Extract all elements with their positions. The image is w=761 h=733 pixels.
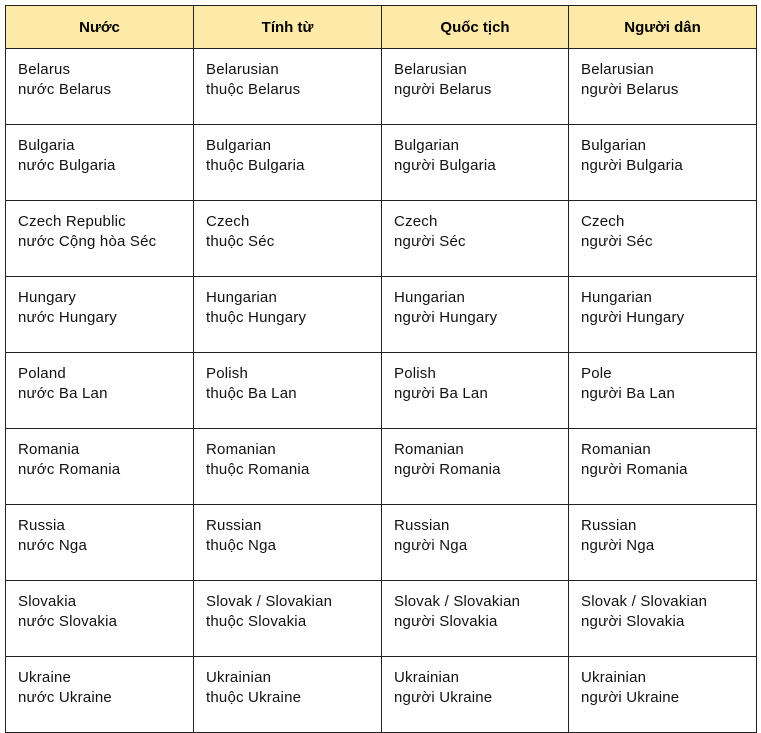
vietnamese-term: người Belarus — [394, 81, 492, 98]
vietnamese-term: người Ukraine — [581, 689, 680, 706]
header-nationality: Quốc tịch — [382, 6, 569, 49]
vietnamese-term: nước Cộng hòa Séc — [18, 233, 157, 250]
vietnamese-term: người Hungary — [581, 309, 685, 326]
cell-people — [569, 581, 757, 657]
vietnamese-term: nước Nga — [18, 537, 88, 554]
english-term: Russian — [206, 517, 262, 534]
vietnamese-term: người Ba Lan — [394, 385, 489, 402]
vietnamese-term: người Bulgaria — [581, 157, 683, 174]
vietnamese-term: thuộc Bulgaria — [206, 157, 305, 174]
vietnamese-term: nước Ba Lan — [18, 385, 108, 402]
cell-country — [6, 49, 194, 125]
cell-adjective — [194, 581, 382, 657]
english-term: Czech — [206, 213, 250, 230]
english-term: Romanian — [206, 441, 276, 458]
english-term: Czech — [581, 213, 625, 230]
cell-nationality — [382, 353, 569, 429]
vietnamese-term: người Belarus — [581, 81, 679, 98]
vietnamese-term: nước Bulgaria — [18, 157, 116, 174]
english-term: Russia — [18, 517, 66, 534]
vietnamese-term: người Séc — [581, 233, 653, 250]
english-term: Czech — [394, 213, 438, 230]
cell-people — [569, 49, 757, 125]
cell-nationality — [382, 125, 569, 201]
table-body — [6, 49, 757, 733]
cell-country — [6, 657, 194, 733]
english-term: Belarusian — [581, 61, 654, 78]
english-term: Belarus — [18, 61, 71, 78]
header-adjective: Tính từ — [194, 6, 382, 49]
country-nationality-table — [5, 5, 757, 733]
vietnamese-term: thuộc Ba Lan — [206, 385, 297, 402]
cell-nationality — [382, 429, 569, 505]
vietnamese-term: thuộc Romania — [206, 461, 310, 478]
table-row — [6, 277, 757, 353]
english-term: Slovakia — [18, 593, 77, 610]
cell-people — [569, 201, 757, 277]
cell-nationality — [382, 657, 569, 733]
header-people: Người dân — [569, 6, 757, 49]
cell-people — [569, 277, 757, 353]
table-header — [6, 6, 757, 49]
cell-country — [6, 277, 194, 353]
cell-nationality — [382, 201, 569, 277]
cell-adjective — [194, 429, 382, 505]
vietnamese-term: thuộc Slovakia — [206, 613, 307, 630]
cell-country — [6, 353, 194, 429]
table-row — [6, 429, 757, 505]
table-row — [6, 201, 757, 277]
vietnamese-term: người Bulgaria — [394, 157, 496, 174]
table-row — [6, 125, 757, 201]
vietnamese-term: thuộc Hungary — [206, 309, 307, 326]
english-term: Bulgarian — [581, 137, 647, 154]
english-term: Romanian — [394, 441, 464, 458]
cell-nationality — [382, 505, 569, 581]
vietnamese-term: nước Romania — [18, 461, 121, 478]
english-term: Hungarian — [581, 289, 653, 306]
cell-country — [6, 581, 194, 657]
vietnamese-term: người Séc — [394, 233, 466, 250]
vietnamese-term: nước Ukraine — [18, 689, 112, 706]
vietnamese-term: người Nga — [581, 537, 655, 554]
english-term: Pole — [581, 365, 612, 382]
english-term: Slovak / Slovakian — [206, 593, 333, 610]
vietnamese-term: người Nga — [394, 537, 468, 554]
country-table-container — [5, 5, 757, 733]
english-term: Bulgaria — [18, 137, 75, 154]
vietnamese-term: nước Slovakia — [18, 613, 118, 630]
vietnamese-term: người Romania — [394, 461, 501, 478]
english-term: Ukrainian — [581, 669, 647, 686]
english-term: Polish — [394, 365, 437, 382]
cell-people — [569, 657, 757, 733]
english-term: Ukraine — [18, 669, 72, 686]
english-term: Belarusian — [206, 61, 279, 78]
english-term: Polish — [206, 365, 249, 382]
english-term: Belarusian — [394, 61, 467, 78]
english-term: Bulgarian — [394, 137, 460, 154]
english-term: Poland — [18, 365, 66, 382]
cell-country — [6, 505, 194, 581]
vietnamese-term: người Ukraine — [394, 689, 493, 706]
cell-people — [569, 505, 757, 581]
vietnamese-term: người Hungary — [394, 309, 498, 326]
vietnamese-term: thuộc Belarus — [206, 81, 301, 98]
cell-country — [6, 125, 194, 201]
vietnamese-term: thuộc Nga — [206, 537, 277, 554]
english-term: Russian — [394, 517, 450, 534]
table-row — [6, 353, 757, 429]
cell-adjective — [194, 505, 382, 581]
cell-country — [6, 201, 194, 277]
cell-nationality — [382, 581, 569, 657]
english-term: Ukrainian — [206, 669, 272, 686]
cell-people — [569, 353, 757, 429]
header-country: Nước — [6, 6, 194, 49]
header-row — [6, 6, 757, 49]
english-term: Czech Republic — [18, 213, 126, 230]
table-row — [6, 581, 757, 657]
vietnamese-term: người Romania — [581, 461, 688, 478]
cell-adjective — [194, 49, 382, 125]
english-term: Hungarian — [206, 289, 278, 306]
vietnamese-term: người Slovakia — [581, 613, 685, 630]
english-term: Slovak / Slovakian — [394, 593, 521, 610]
vietnamese-term: người Ba Lan — [581, 385, 676, 402]
cell-people — [569, 429, 757, 505]
table-row — [6, 657, 757, 733]
vietnamese-term: người Slovakia — [394, 613, 498, 630]
cell-people — [569, 125, 757, 201]
cell-country — [6, 429, 194, 505]
vietnamese-term: nước Hungary — [18, 309, 117, 326]
vietnamese-term: thuộc Séc — [206, 233, 275, 250]
cell-adjective — [194, 125, 382, 201]
english-term: Ukrainian — [394, 669, 460, 686]
cell-adjective — [194, 657, 382, 733]
cell-adjective — [194, 353, 382, 429]
cell-adjective — [194, 201, 382, 277]
vietnamese-term: nước Belarus — [18, 81, 112, 98]
english-term: Romania — [18, 441, 80, 458]
table-row — [6, 49, 757, 125]
english-term: Hungarian — [394, 289, 466, 306]
english-term: Bulgarian — [206, 137, 272, 154]
english-term: Romanian — [581, 441, 651, 458]
cell-nationality — [382, 49, 569, 125]
cell-nationality — [382, 277, 569, 353]
vietnamese-term: thuộc Ukraine — [206, 689, 302, 706]
english-term: Slovak / Slovakian — [581, 593, 708, 610]
english-term: Hungary — [18, 289, 77, 306]
table-row — [6, 505, 757, 581]
english-term: Russian — [581, 517, 637, 534]
cell-adjective — [194, 277, 382, 353]
